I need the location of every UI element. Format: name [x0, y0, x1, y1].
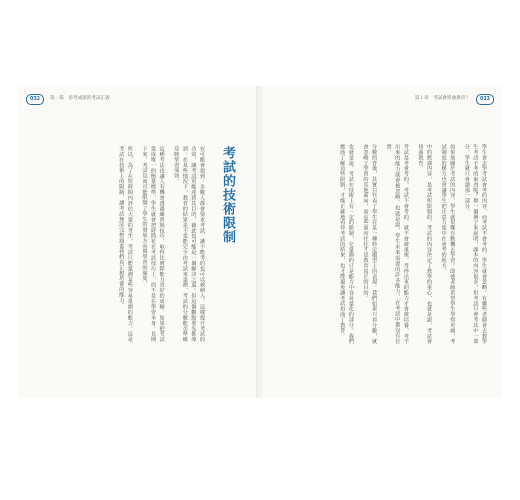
- left-running-title: 第一篇 思考成就的考試正義: [50, 96, 110, 101]
- right-paragraph: 考試是考會考的，考試不會考的，就不會被重視。考得出來的能力才會被培養，考不出來的能力就會被忽略。也就是說，學生未來需要的許多能力，在考試中都沒有位置。: [385, 144, 409, 344]
- right-running-title: 第１章 考試會扭曲教育？: [414, 96, 470, 101]
- right-paragraph: 也就是說，考試在技術上有一定的限制，它量測的只是能力中容易量化的部分。我們應該了解這些限制，才能正確地看待考試的結果，也才能避免讓考試扭曲了教育。: [339, 144, 354, 344]
- right-paragraph: 分數的背後，其實只代表了學生在某一種特定題型上的表現。我們如果只看分數，就會忽略了學習的其他面向，而這些面向往往才是教育真正的目的。: [362, 144, 378, 344]
- left-body-text: [56, 146, 206, 342]
- left-page: [18, 86, 258, 398]
- right-paragraph: 學生會去學考試會考的內容，而考試不會考的，學生就會忽略。有哪些老師會去教學生考試不考的東西呢？舉一個例子來說明，課本的內容很多，但考試只會考其中一部分，學生就只會讀那一部分。: [463, 144, 487, 344]
- left-page-header: [26, 94, 110, 104]
- right-page-number: 033: [476, 94, 494, 105]
- open-book-spread: [18, 86, 502, 398]
- right-page-header: [415, 94, 494, 104]
- right-paragraph: 中的舊課內容，是考試所限制的。考試的內容決定了教學的重心，也就是說，考試會扭曲教育。: [417, 144, 433, 344]
- left-paragraph: 所以，為了在短時間內評估大量的考生，考試只能量測某些容易量測的能力。這是考試在技術上的限制，讓考試無法完整涵蓋我們真正想培養的能力。: [118, 146, 133, 342]
- left-page-number: 032: [26, 94, 44, 105]
- right-paragraph: 如果無關於考試的內容，學生就很難有動機去學習。即使老師希望學生學得更廣，考試制度的壓力也會讓學生把注意力集中在會考的地方。: [440, 144, 456, 344]
- right-body-text: [276, 144, 488, 344]
- right-page: [262, 86, 502, 398]
- left-paragraph: 這種考法也讓人有機會透過練習與技巧，取得比實際能力更好的成績。如果把考試當成唯一的衡量標準，學生就會把時間花在考試技巧上，而不是在學習本身。長期下來，考試反而可能限制了學生的發展方向與學習的廣度。: [141, 146, 165, 342]
- left-paragraph: 在可能會提到：多數人都會要求考試，讓不能考的也可以被納入。這樣提升考試的功效，讓考試更能達到其目的，藉此也可能是一個解決之道。但這個觀點要先推導到：在某些情況下，教育的結果是不是能完全由考試來量測，考試的分數能否準確反映學習成效。: [173, 146, 205, 342]
- section-heading: 考試的技術限制: [220, 146, 235, 244]
